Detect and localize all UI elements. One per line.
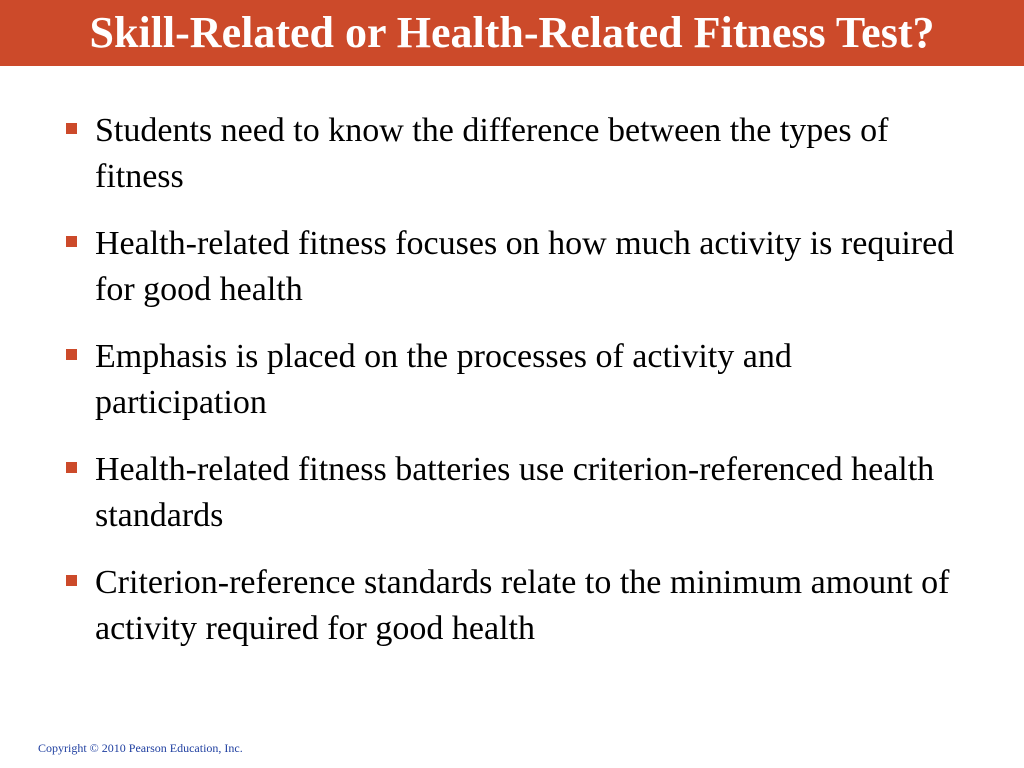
bullet-text: Health-related fitness batteries use criterion-referenced health standards — [95, 451, 935, 534]
bullet-text: Emphasis is placed on the processes of activity and participation — [95, 338, 792, 421]
bullet-text: Students need to know the difference between the types of fitness — [95, 112, 889, 195]
square-bullet-icon — [66, 123, 77, 134]
bullet-text: Criterion-reference standards relate to the minimum amount of activity required for good health — [95, 564, 950, 647]
square-bullet-icon — [66, 349, 77, 360]
square-bullet-icon — [66, 462, 77, 473]
slide-title: Skill-Related or Health-Related Fitness Test? — [89, 8, 935, 57]
bullet-item — [66, 334, 966, 426]
bullet-list — [66, 108, 966, 673]
square-bullet-icon — [66, 236, 77, 247]
title-bar — [0, 0, 1024, 66]
bullet-item — [66, 221, 966, 313]
square-bullet-icon — [66, 575, 77, 586]
copyright-footer: Copyright © 2010 Pearson Education, Inc. — [38, 741, 243, 755]
bullet-item — [66, 108, 966, 200]
bullet-text: Health-related fitness focuses on how much activity is required for good health — [95, 225, 955, 308]
bullet-item — [66, 447, 966, 539]
bullet-item — [66, 560, 966, 652]
